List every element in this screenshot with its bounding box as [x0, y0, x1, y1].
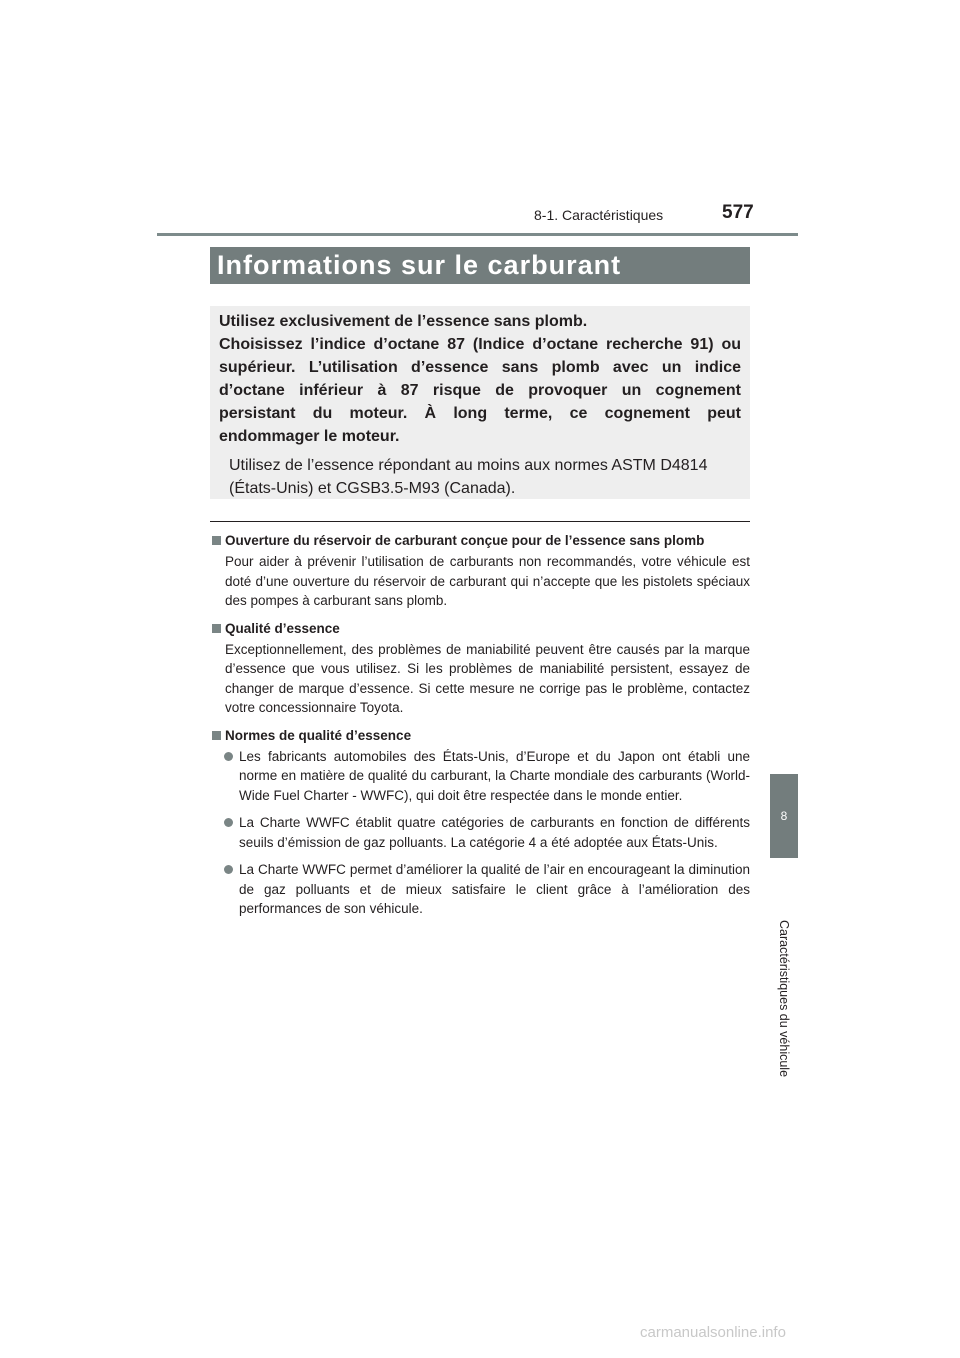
section-heading-text: Normes de qualité d’essence — [225, 727, 412, 743]
header-section: 8-1. Caractéristiques — [534, 207, 664, 223]
separator-rule — [210, 521, 750, 522]
page-title: Informations sur le carburant — [210, 247, 750, 284]
list-item — [210, 813, 750, 852]
intro-box — [210, 306, 750, 499]
list-item-text: La Charte WWFC établit quatre catégories de carburants en fonction de différents seuils d’émission de gaz polluants. La catégorie 4 a été adoptée aux États-Unis. — [239, 815, 750, 850]
page-number: 577 — [722, 202, 754, 223]
section-heading-text: Qualité d’essence — [225, 620, 340, 636]
intro-note: Utilisez de l’essence répondant au moins aux normes ASTM D4814 (États-Unis) et CGSB3.5-M93 (Canada). — [229, 457, 708, 497]
intro-bold-line: Utilisez exclusivement de l’essence sans plomb. — [219, 313, 588, 330]
content — [210, 531, 750, 927]
list-item — [210, 747, 750, 806]
section-heading — [210, 726, 750, 745]
square-bullet-icon — [212, 624, 221, 633]
intro-bold-paragraph: Choisissez l’indice d’octane 87 (Indice d’octane recherche 91) ou supérieur. L’utilisation d’essence sans plomb avec un indice d’octane inférieur à 87 risque de provoquer un cognement persistant du moteur. À long terme, ce cognement peut endommager le moteur. — [219, 336, 741, 445]
list-item — [210, 860, 750, 919]
section-heading — [210, 619, 750, 638]
section-fuel-opening — [210, 531, 750, 611]
list-item-text: La Charte WWFC permet d’améliorer la qualité de l’air en encourageant la diminution de gaz polluants et de mieux satisfaire le client grâce à l’amélioration des performances de son véhicule. — [239, 862, 750, 916]
section-fuel-quality — [210, 619, 750, 718]
square-bullet-icon — [212, 731, 221, 740]
section-paragraph: Pour aider à prévenir l’utilisation de carburants non recommandés, votre véhicule est doté d’une ouverture du réservoir de carburant qui n’accepte que les pistolets spéciaux des pompes à carburant sans plomb. — [225, 554, 750, 608]
list-item-text: Les fabricants automobiles des États-Unis, d’Europe et du Japon ont établi une norme en matière de qualité du carburant, la Charte mondiale des carburants (World-Wide Fuel Charter - WWFC), qui doit être respectée dans le monde entier. — [239, 748, 750, 803]
section-heading — [210, 531, 750, 550]
section-quality-standards — [210, 726, 750, 919]
round-bullet-icon — [224, 818, 233, 827]
section-paragraph: Exceptionnellement, des problèmes de maniabilité peuvent être causés par la marque d’essence que vous utilisez. Si les problèmes de maniabilité persistent, essayez de changer de marque d’essence. Si cette mesure ne corrige pas le problème, contactez votre concessionnaire Toyota. — [225, 641, 750, 715]
section-heading-text: Ouverture du réservoir de carburant conçue pour de l’essence sans plomb — [225, 533, 705, 548]
square-bullet-icon — [212, 536, 221, 545]
round-bullet-icon — [224, 865, 233, 874]
header-rule — [157, 233, 798, 236]
chapter-tab: 8 — [770, 774, 798, 858]
chapter-side-label: Caractéristiques du véhicule — [777, 920, 791, 1078]
watermark: carmanualsonline.info — [640, 1324, 786, 1341]
round-bullet-icon — [224, 752, 233, 761]
